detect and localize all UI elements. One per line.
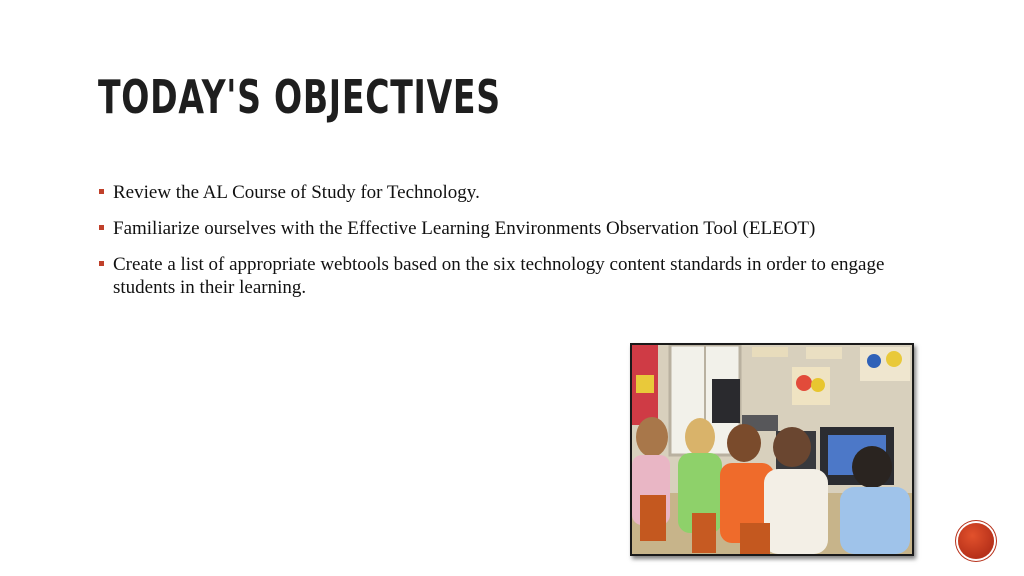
list-item bbox=[98, 217, 918, 240]
slide-nav-circle-icon[interactable] bbox=[958, 523, 994, 559]
bullet-square-icon bbox=[99, 225, 104, 230]
bullet-text: Create a list of appropriate webtools based on the six technology content standards in order to engage students in their learning. bbox=[113, 254, 885, 298]
classroom-photo bbox=[630, 343, 914, 556]
classroom-illustration bbox=[632, 345, 912, 554]
bullet-square-icon bbox=[99, 261, 104, 266]
objectives-list bbox=[98, 181, 918, 312]
bullet-text: Review the AL Course of Study for Technology. bbox=[113, 182, 480, 203]
list-item bbox=[98, 181, 918, 204]
bullet-text: Familiarize ourselves with the Effective Learning Environments Observation Tool (ELEOT) bbox=[113, 218, 816, 239]
bullet-square-icon bbox=[99, 189, 104, 194]
list-item bbox=[98, 253, 918, 299]
slide-title: TODAY'S OBJECTIVES bbox=[98, 70, 501, 124]
